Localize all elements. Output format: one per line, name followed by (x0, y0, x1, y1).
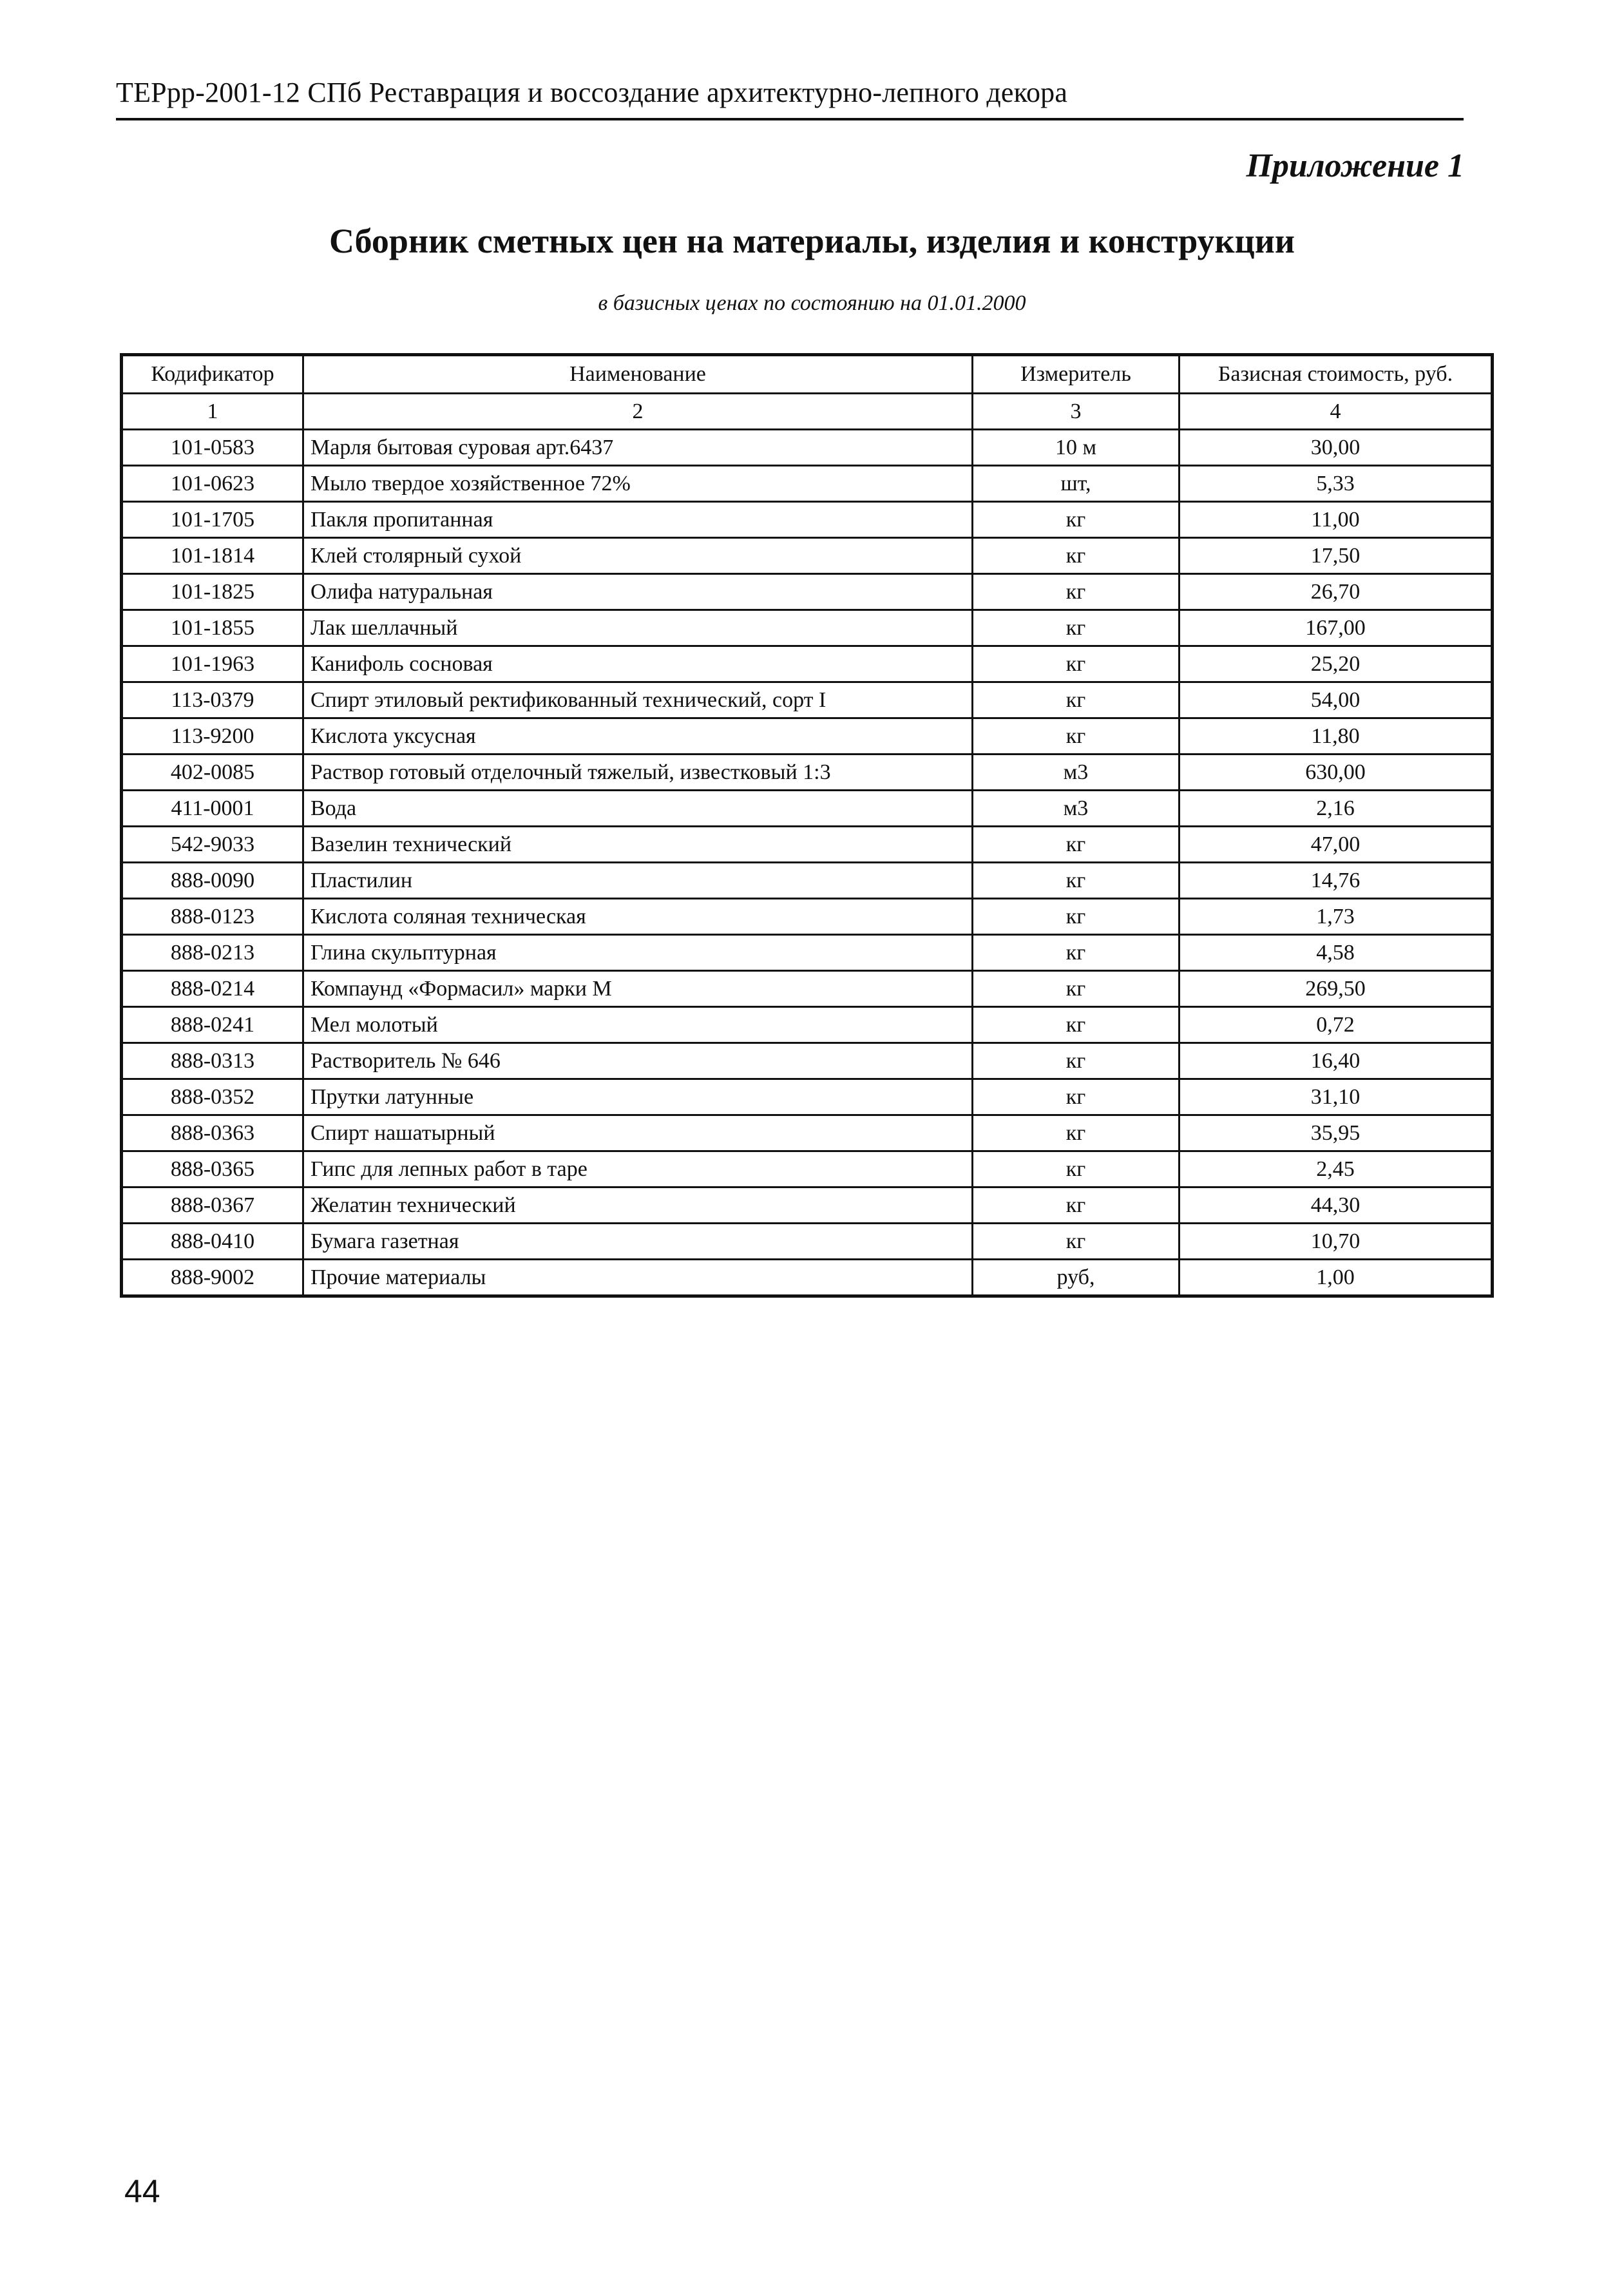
row-unit: руб, (973, 1260, 1180, 1296)
table-row (122, 1079, 1493, 1115)
column-header-name: Наименование (303, 355, 973, 394)
running-header: ТЕРрр-2001-12 СПб Реставрация и воссоздание архитектурно-лепного декора (116, 77, 1068, 108)
table-row (122, 863, 1493, 899)
table-body (122, 430, 1493, 1296)
row-code: 888-0365 (122, 1151, 303, 1187)
row-unit: шт, (973, 466, 1180, 502)
row-cost: 0,72 (1180, 1007, 1493, 1043)
row-code: 411-0001 (122, 791, 303, 827)
row-cost: 30,00 (1180, 430, 1493, 466)
table-row (122, 718, 1493, 755)
row-code: 888-0313 (122, 1043, 303, 1079)
row-name: Марля бытовая суровая арт.6437 (303, 430, 973, 466)
row-code: 101-0583 (122, 430, 303, 466)
row-unit: кг (973, 935, 1180, 971)
row-cost: 25,20 (1180, 646, 1493, 682)
row-name: Канифоль сосновая (303, 646, 973, 682)
row-code: 888-0214 (122, 971, 303, 1007)
row-code: 888-0367 (122, 1187, 303, 1224)
document-title: Сборник сметных цен на материалы, изделия и конструкции (329, 222, 1295, 260)
row-name: Лак шеллачный (303, 610, 973, 646)
row-cost: 1,73 (1180, 899, 1493, 935)
row-unit: 10 м (973, 430, 1180, 466)
row-code: 888-0241 (122, 1007, 303, 1043)
row-unit: кг (973, 1151, 1180, 1187)
row-code: 888-0363 (122, 1115, 303, 1151)
row-cost: 54,00 (1180, 682, 1493, 718)
row-code: 101-1825 (122, 574, 303, 610)
row-name: Прочие материалы (303, 1260, 973, 1296)
table-row (122, 610, 1493, 646)
row-code: 113-9200 (122, 718, 303, 755)
row-code: 888-0213 (122, 935, 303, 971)
row-unit: кг (973, 827, 1180, 863)
table-row (122, 755, 1493, 791)
document-subtitle: в базисных ценах по состоянию на 01.01.2000 (598, 291, 1026, 315)
row-name: Пластилин (303, 863, 973, 899)
table-row (122, 827, 1493, 863)
row-unit: кг (973, 610, 1180, 646)
table-row (122, 1187, 1493, 1224)
row-cost: 1,00 (1180, 1260, 1493, 1296)
row-unit: м3 (973, 755, 1180, 791)
table-row (122, 1224, 1493, 1260)
row-unit: кг (973, 863, 1180, 899)
row-code: 888-0352 (122, 1079, 303, 1115)
column-number: 2 (303, 394, 973, 430)
row-name: Кислота уксусная (303, 718, 973, 755)
page-number: 44 (124, 2173, 160, 2209)
table-row (122, 430, 1493, 466)
row-unit: м3 (973, 791, 1180, 827)
row-unit: кг (973, 899, 1180, 935)
row-cost: 44,30 (1180, 1187, 1493, 1224)
row-code: 101-0623 (122, 466, 303, 502)
row-name: Глина скульптурная (303, 935, 973, 971)
row-code: 101-1705 (122, 502, 303, 538)
row-cost: 5,33 (1180, 466, 1493, 502)
row-cost: 2,16 (1180, 791, 1493, 827)
row-unit: кг (973, 538, 1180, 574)
row-cost: 10,70 (1180, 1224, 1493, 1260)
table-row (122, 1007, 1493, 1043)
row-name: Олифа натуральная (303, 574, 973, 610)
table-row (122, 791, 1493, 827)
row-unit: кг (973, 1187, 1180, 1224)
row-name: Пакля пропитанная (303, 502, 973, 538)
row-name: Бумага газетная (303, 1224, 973, 1260)
header-divider (116, 118, 1464, 120)
table-row (122, 971, 1493, 1007)
row-name: Прутки латунные (303, 1079, 973, 1115)
row-cost: 14,76 (1180, 863, 1493, 899)
row-unit: кг (973, 1079, 1180, 1115)
row-name: Мыло твердое хозяйственное 72% (303, 466, 973, 502)
row-cost: 31,10 (1180, 1079, 1493, 1115)
table-row (122, 899, 1493, 935)
row-name: Спирт этиловый ректификованный технический, сорт I (303, 682, 973, 718)
price-table (120, 353, 1494, 1298)
column-number: 4 (1180, 394, 1493, 430)
row-unit: кг (973, 1043, 1180, 1079)
row-code: 888-0123 (122, 899, 303, 935)
row-cost: 47,00 (1180, 827, 1493, 863)
row-cost: 17,50 (1180, 538, 1493, 574)
row-unit: кг (973, 1115, 1180, 1151)
row-code: 542-9033 (122, 827, 303, 863)
row-cost: 4,58 (1180, 935, 1493, 971)
row-cost: 11,00 (1180, 502, 1493, 538)
row-unit: кг (973, 646, 1180, 682)
table-row (122, 1115, 1493, 1151)
row-unit: кг (973, 1224, 1180, 1260)
row-unit: кг (973, 1007, 1180, 1043)
row-name: Кислота соляная техническая (303, 899, 973, 935)
row-cost: 167,00 (1180, 610, 1493, 646)
table-row (122, 1043, 1493, 1079)
row-code: 101-1855 (122, 610, 303, 646)
row-cost: 11,80 (1180, 718, 1493, 755)
row-name: Вода (303, 791, 973, 827)
row-name: Клей столярный сухой (303, 538, 973, 574)
table-row (122, 574, 1493, 610)
row-cost: 269,50 (1180, 971, 1493, 1007)
table-row (122, 682, 1493, 718)
row-name: Вазелин технический (303, 827, 973, 863)
row-code: 888-0410 (122, 1224, 303, 1260)
table-row (122, 935, 1493, 971)
table-row (122, 1260, 1493, 1296)
column-header-cost: Базисная стоимость, руб. (1180, 355, 1493, 394)
row-unit: кг (973, 574, 1180, 610)
table-row (122, 466, 1493, 502)
row-name: Гипс для лепных работ в таре (303, 1151, 973, 1187)
column-number: 1 (122, 394, 303, 430)
row-cost: 26,70 (1180, 574, 1493, 610)
column-header-code: Кодификатор (122, 355, 303, 394)
appendix-label: Приложение 1 (1246, 148, 1464, 184)
row-name: Растворитель № 646 (303, 1043, 973, 1079)
row-code: 101-1963 (122, 646, 303, 682)
row-code: 402-0085 (122, 755, 303, 791)
row-name: Раствор готовый отделочный тяжелый, известковый 1:3 (303, 755, 973, 791)
column-number: 3 (973, 394, 1180, 430)
table-row (122, 538, 1493, 574)
row-code: 888-9002 (122, 1260, 303, 1296)
column-number-row (122, 394, 1493, 430)
row-unit: кг (973, 971, 1180, 1007)
row-cost: 2,45 (1180, 1151, 1493, 1187)
column-header-unit: Измеритель (973, 355, 1180, 394)
table-row (122, 646, 1493, 682)
row-code: 888-0090 (122, 863, 303, 899)
table-row (122, 1151, 1493, 1187)
row-unit: кг (973, 718, 1180, 755)
row-unit: кг (973, 502, 1180, 538)
table-row (122, 502, 1493, 538)
row-cost: 630,00 (1180, 755, 1493, 791)
table-header-row (122, 355, 1493, 394)
row-code: 101-1814 (122, 538, 303, 574)
row-name: Компаунд «Формасил» марки М (303, 971, 973, 1007)
row-cost: 16,40 (1180, 1043, 1493, 1079)
row-name: Желатин технический (303, 1187, 973, 1224)
row-unit: кг (973, 682, 1180, 718)
row-name: Спирт нашатырный (303, 1115, 973, 1151)
row-cost: 35,95 (1180, 1115, 1493, 1151)
row-code: 113-0379 (122, 682, 303, 718)
row-name: Мел молотый (303, 1007, 973, 1043)
